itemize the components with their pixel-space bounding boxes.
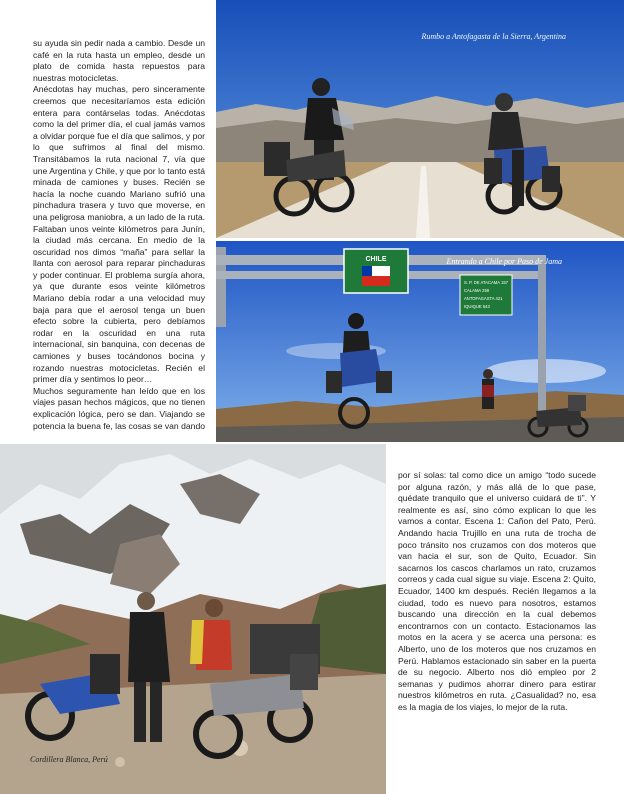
left-text-column	[33, 38, 205, 432]
paragraph: Muchos seguramente han leído que en los viajes pasan hechos mágicos, que no tienen explicación lógica, pero se dan. Viajando se potencia la buena fe, las cosas se van dando	[33, 385, 205, 431]
photo-border-chile-illustration	[216, 241, 624, 442]
paragraph: por sí solas: tal como dice un amigo “todo sucede por alguna razón, y más allá de lo que pase, quédate tranquilo que el universo cuidará de ti”. Y realmente es así, sino cómo explican lo que les vamos a contar. Escena 1: Cañon del Pato, Perú. Andando hacia Trujillo en una ruta de trocha de poco tránsito nos cruzamos con dos moteros que van hacia el sur, son de Quito, Ecuador. Sin sacarnos los cascos charlamos un rato, cruzamos correos y cada cual sigue su viaje. Escena 2: Quito, Ecuador, 1400 km después. Recién llegamos a la ciudad, todo es nuevo para nosotros, estamos buscando una dirección en la cual debemos encontrarnos con un contacto. Estacionamos las motos en la acera y se acerca una persona: es Alberto, uno de los moteros que nos cruzamos en Perú. Hablamos estacionado sin saber en la puerta de su negocio. Alberto nos dió empleo por 2 semanas y pudimos ahorrar dinero para estirar nuestros kilómetros en ruta. ¿Casualidad? no, esa es la magia de los viajes, lo mejor de la ruta.	[398, 470, 596, 712]
photo-caption: Rumbo a Antofagasta de la Sierra, Argentina	[421, 32, 566, 41]
sign-line: CALAMA 259	[464, 288, 490, 293]
sign-country: CHILE	[365, 256, 387, 263]
sign-line: IQUIQUE 643	[464, 304, 490, 309]
sign-line: ANTOFAGASTA 421	[464, 296, 503, 301]
photo-border-chile	[216, 241, 624, 442]
photo-road-argentina	[216, 0, 624, 238]
right-text-column	[398, 470, 596, 713]
photo-caption: Cordillera Blanca, Perú	[30, 755, 108, 764]
photo-cordillera-blanca	[0, 444, 386, 794]
paragraph: Anécdotas hay muchas, pero sinceramente creemos que necesitaríamos esta edición entera para contárselas todas. Anécdotas como la del primer día, el cual jamás vamos a olvidar porque fue el día que salimos, y por lo que sufrimos al final del mismo. Transitábamos la ruta nacional 7, vía que une Argentina y Chile, y que por lo tanto está minada de camiones y buses. Recién se hacía la noche cuando Mariano sufrió una pinchadura trasera y tuvo que moverse, en una peligrosa maniobra, a un lado de la ruta. Faltaban unos veinte kilómetros para Junín, la ciudad más cercana. En medio de la oscuridad nos dimos “maña” para sellar la llanta con aerosol para reparar pinchaduras y poder continuar. El problema surgía ahora, ya que durante esos veinte kilómetros Mariano debía rodar a una velocidad muy baja para que el aerosol tenga un buen efecto sobre la cubierta, pero debíamos rodar en la oscuridad en una ruta internacional, sin banquina, con decenas de camiones y buses tocándonos bocina y rozando nuestras motocicletas. Recién el primer día y sentimos lo peor…	[33, 84, 205, 385]
paragraph: su ayuda sin pedir nada a cambio. Desde un café en la ruta hasta un empleo, desde un plato de comida hasta repuestos para nuestras motocicletas.	[33, 38, 205, 83]
photo-caption: Entrando a Chile por Paso de Jama	[446, 257, 562, 266]
sign-line: S. P. DE ATACAMA 157	[464, 280, 508, 285]
photo-cordillera-illustration	[0, 444, 386, 794]
